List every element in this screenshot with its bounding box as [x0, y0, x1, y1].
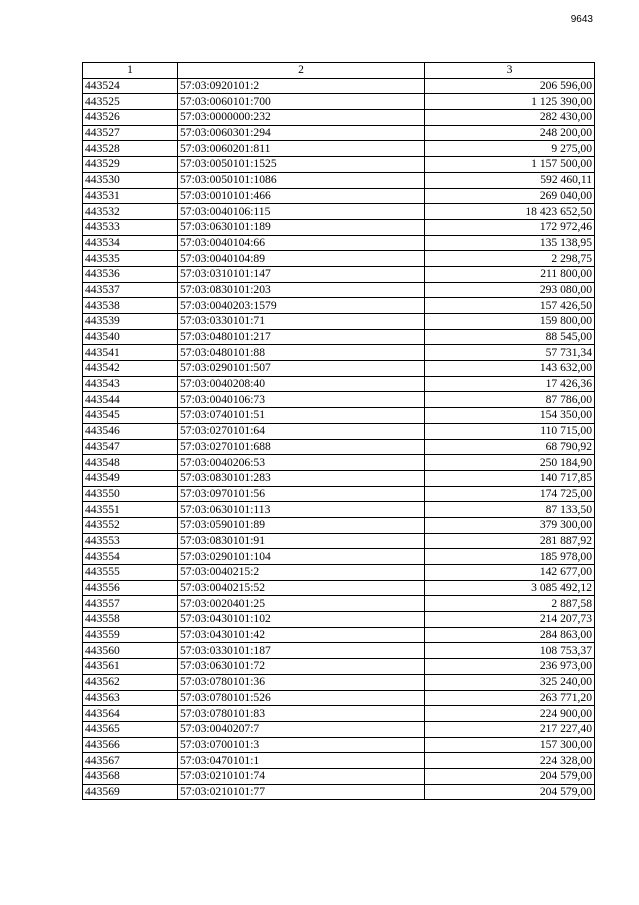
- cadastral-number-cell: 57:03:0780101:36: [178, 674, 425, 690]
- row-number-cell: 443528: [83, 141, 178, 157]
- cadastral-number-cell: 57:03:0700101:3: [178, 737, 425, 753]
- table-row: [83, 533, 595, 549]
- cadastral-number-cell: 57:03:0970101:56: [178, 486, 425, 502]
- cadastral-value-cell: 236 973,00: [425, 659, 595, 675]
- cadastral-number-cell: 57:03:0040206:53: [178, 455, 425, 471]
- cadastral-value-cell: 325 240,00: [425, 674, 595, 690]
- cadastral-number-cell: 57:03:0000000:232: [178, 110, 425, 126]
- table-body: [83, 78, 595, 800]
- table-row: [83, 125, 595, 141]
- cadastral-number-cell: 57:03:0290101:507: [178, 361, 425, 377]
- cadastral-number-cell: 57:03:0920101:2: [178, 78, 425, 94]
- cadastral-number-cell: 57:03:0040106:115: [178, 204, 425, 220]
- cadastral-value-cell: 87 133,50: [425, 502, 595, 518]
- table-row: [83, 78, 595, 94]
- cadastral-value-cell: 204 579,00: [425, 768, 595, 784]
- cadastral-value-cell: 185 978,00: [425, 549, 595, 565]
- table-row: [83, 659, 595, 675]
- row-number-cell: 443532: [83, 204, 178, 220]
- cadastral-number-cell: 57:03:0740101:51: [178, 408, 425, 424]
- cadastral-number-cell: 57:03:0210101:77: [178, 784, 425, 800]
- cadastral-value-cell: 282 430,00: [425, 110, 595, 126]
- cadastral-number-cell: 57:03:0590101:89: [178, 517, 425, 533]
- table-row: [83, 392, 595, 408]
- table-row: [83, 172, 595, 188]
- cadastral-number-cell: 57:03:0480101:88: [178, 345, 425, 361]
- row-number-cell: 443555: [83, 565, 178, 581]
- row-number-cell: 443537: [83, 282, 178, 298]
- row-number-cell: 443542: [83, 361, 178, 377]
- row-number-cell: 443565: [83, 721, 178, 737]
- cadastral-value-cell: 204 579,00: [425, 784, 595, 800]
- cadastral-number-cell: 57:03:0060101:700: [178, 94, 425, 110]
- cadastral-number-cell: 57:03:0040215:2: [178, 565, 425, 581]
- cadastral-value-cell: 1 125 390,00: [425, 94, 595, 110]
- row-number-cell: 443541: [83, 345, 178, 361]
- table-row: [83, 627, 595, 643]
- cadastral-number-cell: 57:03:0330101:71: [178, 314, 425, 330]
- row-number-cell: 443530: [83, 172, 178, 188]
- table-header-row: [83, 63, 595, 79]
- row-number-cell: 443557: [83, 596, 178, 612]
- table-row: [83, 580, 595, 596]
- cadastral-value-cell: 211 800,00: [425, 266, 595, 282]
- cadastral-number-cell: 57:03:0040106:73: [178, 392, 425, 408]
- row-number-cell: 443538: [83, 298, 178, 314]
- table-row: [83, 298, 595, 314]
- table-row: [83, 157, 595, 173]
- row-number-cell: 443560: [83, 643, 178, 659]
- cadastral-value-cell: 57 731,34: [425, 345, 595, 361]
- row-number-cell: 443554: [83, 549, 178, 565]
- table-row: [83, 188, 595, 204]
- table-row: [83, 408, 595, 424]
- cadastral-number-cell: 57:03:0430101:102: [178, 612, 425, 628]
- row-number-cell: 443547: [83, 439, 178, 455]
- cadastral-number-cell: 57:03:0310101:147: [178, 266, 425, 282]
- cadastral-number-cell: 57:03:0480101:217: [178, 329, 425, 345]
- cadastral-number-cell: 57:03:0060201:811: [178, 141, 425, 157]
- table-row: [83, 721, 595, 737]
- cadastral-value-cell: 217 227,40: [425, 721, 595, 737]
- column-header-3: 3: [425, 63, 595, 79]
- column-header-2: 2: [178, 63, 425, 79]
- row-number-cell: 443546: [83, 423, 178, 439]
- cadastral-value-cell: 269 040,00: [425, 188, 595, 204]
- table-row: [83, 235, 595, 251]
- table-row: [83, 439, 595, 455]
- table-row: [83, 110, 595, 126]
- row-number-cell: 443545: [83, 408, 178, 424]
- table-row: [83, 690, 595, 706]
- cadastral-number-cell: 57:03:0830101:203: [178, 282, 425, 298]
- cadastral-value-cell: 159 800,00: [425, 314, 595, 330]
- table-row: [83, 706, 595, 722]
- cadastral-value-cell: 87 786,00: [425, 392, 595, 408]
- row-number-cell: 443564: [83, 706, 178, 722]
- cadastral-value-cell: 172 972,46: [425, 219, 595, 235]
- row-number-cell: 443526: [83, 110, 178, 126]
- table-row: [83, 282, 595, 298]
- table-row: [83, 768, 595, 784]
- cadastral-value-cell: 263 771,20: [425, 690, 595, 706]
- row-number-cell: 443527: [83, 125, 178, 141]
- cadastral-value-cell: 2 298,75: [425, 251, 595, 267]
- cadastral-value-cell: 18 423 652,50: [425, 204, 595, 220]
- cadastral-value-table: [82, 62, 595, 800]
- cadastral-value-cell: 3 085 492,12: [425, 580, 595, 596]
- table-row: [83, 94, 595, 110]
- cadastral-number-cell: 57:03:0040215:52: [178, 580, 425, 596]
- cadastral-number-cell: 57:03:0040104:66: [178, 235, 425, 251]
- cadastral-number-cell: 57:03:0040208:40: [178, 376, 425, 392]
- cadastral-number-cell: 57:03:0040203:1579: [178, 298, 425, 314]
- table-row: [83, 266, 595, 282]
- cadastral-value-cell: 140 717,85: [425, 470, 595, 486]
- table-row: [83, 219, 595, 235]
- row-number-cell: 443543: [83, 376, 178, 392]
- cadastral-value-cell: 592 460,11: [425, 172, 595, 188]
- table-row: [83, 314, 595, 330]
- row-number-cell: 443525: [83, 94, 178, 110]
- cadastral-number-cell: 57:03:0330101:187: [178, 643, 425, 659]
- cadastral-value-cell: 248 200,00: [425, 125, 595, 141]
- table-row: [83, 612, 595, 628]
- cadastral-value-cell: 2 887,58: [425, 596, 595, 612]
- row-number-cell: 443531: [83, 188, 178, 204]
- row-number-cell: 443533: [83, 219, 178, 235]
- table-row: [83, 565, 595, 581]
- row-number-cell: 443536: [83, 266, 178, 282]
- row-number-cell: 443568: [83, 768, 178, 784]
- cadastral-value-cell: 224 900,00: [425, 706, 595, 722]
- row-number-cell: 443539: [83, 314, 178, 330]
- row-number-cell: 443562: [83, 674, 178, 690]
- table-row: [83, 376, 595, 392]
- row-number-cell: 443553: [83, 533, 178, 549]
- cadastral-value-cell: 293 080,00: [425, 282, 595, 298]
- cadastral-value-cell: 206 596,00: [425, 78, 595, 94]
- row-number-cell: 443563: [83, 690, 178, 706]
- row-number-cell: 443556: [83, 580, 178, 596]
- table-row: [83, 345, 595, 361]
- cadastral-value-cell: 1 157 500,00: [425, 157, 595, 173]
- cadastral-value-cell: 142 677,00: [425, 565, 595, 581]
- table-row: [83, 737, 595, 753]
- cadastral-value-cell: 108 753,37: [425, 643, 595, 659]
- cadastral-number-cell: 57:03:0050101:1525: [178, 157, 425, 173]
- cadastral-value-cell: 224 328,00: [425, 753, 595, 769]
- row-number-cell: 443566: [83, 737, 178, 753]
- table-row: [83, 674, 595, 690]
- cadastral-value-cell: 9 275,00: [425, 141, 595, 157]
- cadastral-number-cell: 57:03:0630101:189: [178, 219, 425, 235]
- table-row: [83, 517, 595, 533]
- cadastral-value-cell: 214 207,73: [425, 612, 595, 628]
- cadastral-number-cell: 57:03:0270101:688: [178, 439, 425, 455]
- table-row: [83, 596, 595, 612]
- cadastral-number-cell: 57:03:0210101:74: [178, 768, 425, 784]
- row-number-cell: 443529: [83, 157, 178, 173]
- table-row: [83, 361, 595, 377]
- cadastral-number-cell: 57:03:0050101:1086: [178, 172, 425, 188]
- row-number-cell: 443544: [83, 392, 178, 408]
- table-row: [83, 329, 595, 345]
- page-number: 9643: [570, 14, 593, 25]
- cadastral-value-cell: 157 300,00: [425, 737, 595, 753]
- row-number-cell: 443550: [83, 486, 178, 502]
- cadastral-number-cell: 57:03:0630101:72: [178, 659, 425, 675]
- table-row: [83, 502, 595, 518]
- row-number-cell: 443534: [83, 235, 178, 251]
- cadastral-number-cell: 57:03:0060301:294: [178, 125, 425, 141]
- cadastral-number-cell: 57:03:0290101:104: [178, 549, 425, 565]
- cadastral-value-cell: 143 632,00: [425, 361, 595, 377]
- row-number-cell: 443552: [83, 517, 178, 533]
- row-number-cell: 443535: [83, 251, 178, 267]
- row-number-cell: 443561: [83, 659, 178, 675]
- table-row: [83, 423, 595, 439]
- cadastral-number-cell: 57:03:0780101:526: [178, 690, 425, 706]
- cadastral-number-cell: 57:03:0630101:113: [178, 502, 425, 518]
- cadastral-number-cell: 57:03:0270101:64: [178, 423, 425, 439]
- cadastral-value-cell: 17 426,36: [425, 376, 595, 392]
- cadastral-number-cell: 57:03:0020401:25: [178, 596, 425, 612]
- cadastral-number-cell: 57:03:0430101:42: [178, 627, 425, 643]
- cadastral-value-cell: 174 725,00: [425, 486, 595, 502]
- row-number-cell: 443548: [83, 455, 178, 471]
- cadastral-value-cell: 157 426,50: [425, 298, 595, 314]
- cadastral-number-cell: 57:03:0010101:466: [178, 188, 425, 204]
- cadastral-value-cell: 68 790,92: [425, 439, 595, 455]
- table-row: [83, 486, 595, 502]
- table-row: [83, 643, 595, 659]
- cadastral-number-cell: 57:03:0780101:83: [178, 706, 425, 722]
- table-row: [83, 251, 595, 267]
- table-row: [83, 753, 595, 769]
- row-number-cell: 443549: [83, 470, 178, 486]
- row-number-cell: 443567: [83, 753, 178, 769]
- table-row: [83, 470, 595, 486]
- cadastral-value-cell: 135 138,95: [425, 235, 595, 251]
- cadastral-value-cell: 284 863,00: [425, 627, 595, 643]
- cadastral-value-cell: 250 184,90: [425, 455, 595, 471]
- cadastral-value-cell: 281 887,92: [425, 533, 595, 549]
- cadastral-value-cell: 154 350,00: [425, 408, 595, 424]
- cadastral-number-cell: 57:03:0040104:89: [178, 251, 425, 267]
- cadastral-number-cell: 57:03:0040207:7: [178, 721, 425, 737]
- row-number-cell: 443551: [83, 502, 178, 518]
- table-row: [83, 549, 595, 565]
- cadastral-number-cell: 57:03:0830101:91: [178, 533, 425, 549]
- column-header-1: 1: [83, 63, 178, 79]
- cadastral-number-cell: 57:03:0470101:1: [178, 753, 425, 769]
- cadastral-value-cell: 379 300,00: [425, 517, 595, 533]
- row-number-cell: 443540: [83, 329, 178, 345]
- table-row: [83, 784, 595, 800]
- cadastral-number-cell: 57:03:0830101:283: [178, 470, 425, 486]
- row-number-cell: 443569: [83, 784, 178, 800]
- table-row: [83, 455, 595, 471]
- row-number-cell: 443558: [83, 612, 178, 628]
- table-row: [83, 204, 595, 220]
- table-row: [83, 141, 595, 157]
- row-number-cell: 443524: [83, 78, 178, 94]
- row-number-cell: 443559: [83, 627, 178, 643]
- cadastral-value-cell: 110 715,00: [425, 423, 595, 439]
- cadastral-value-cell: 88 545,00: [425, 329, 595, 345]
